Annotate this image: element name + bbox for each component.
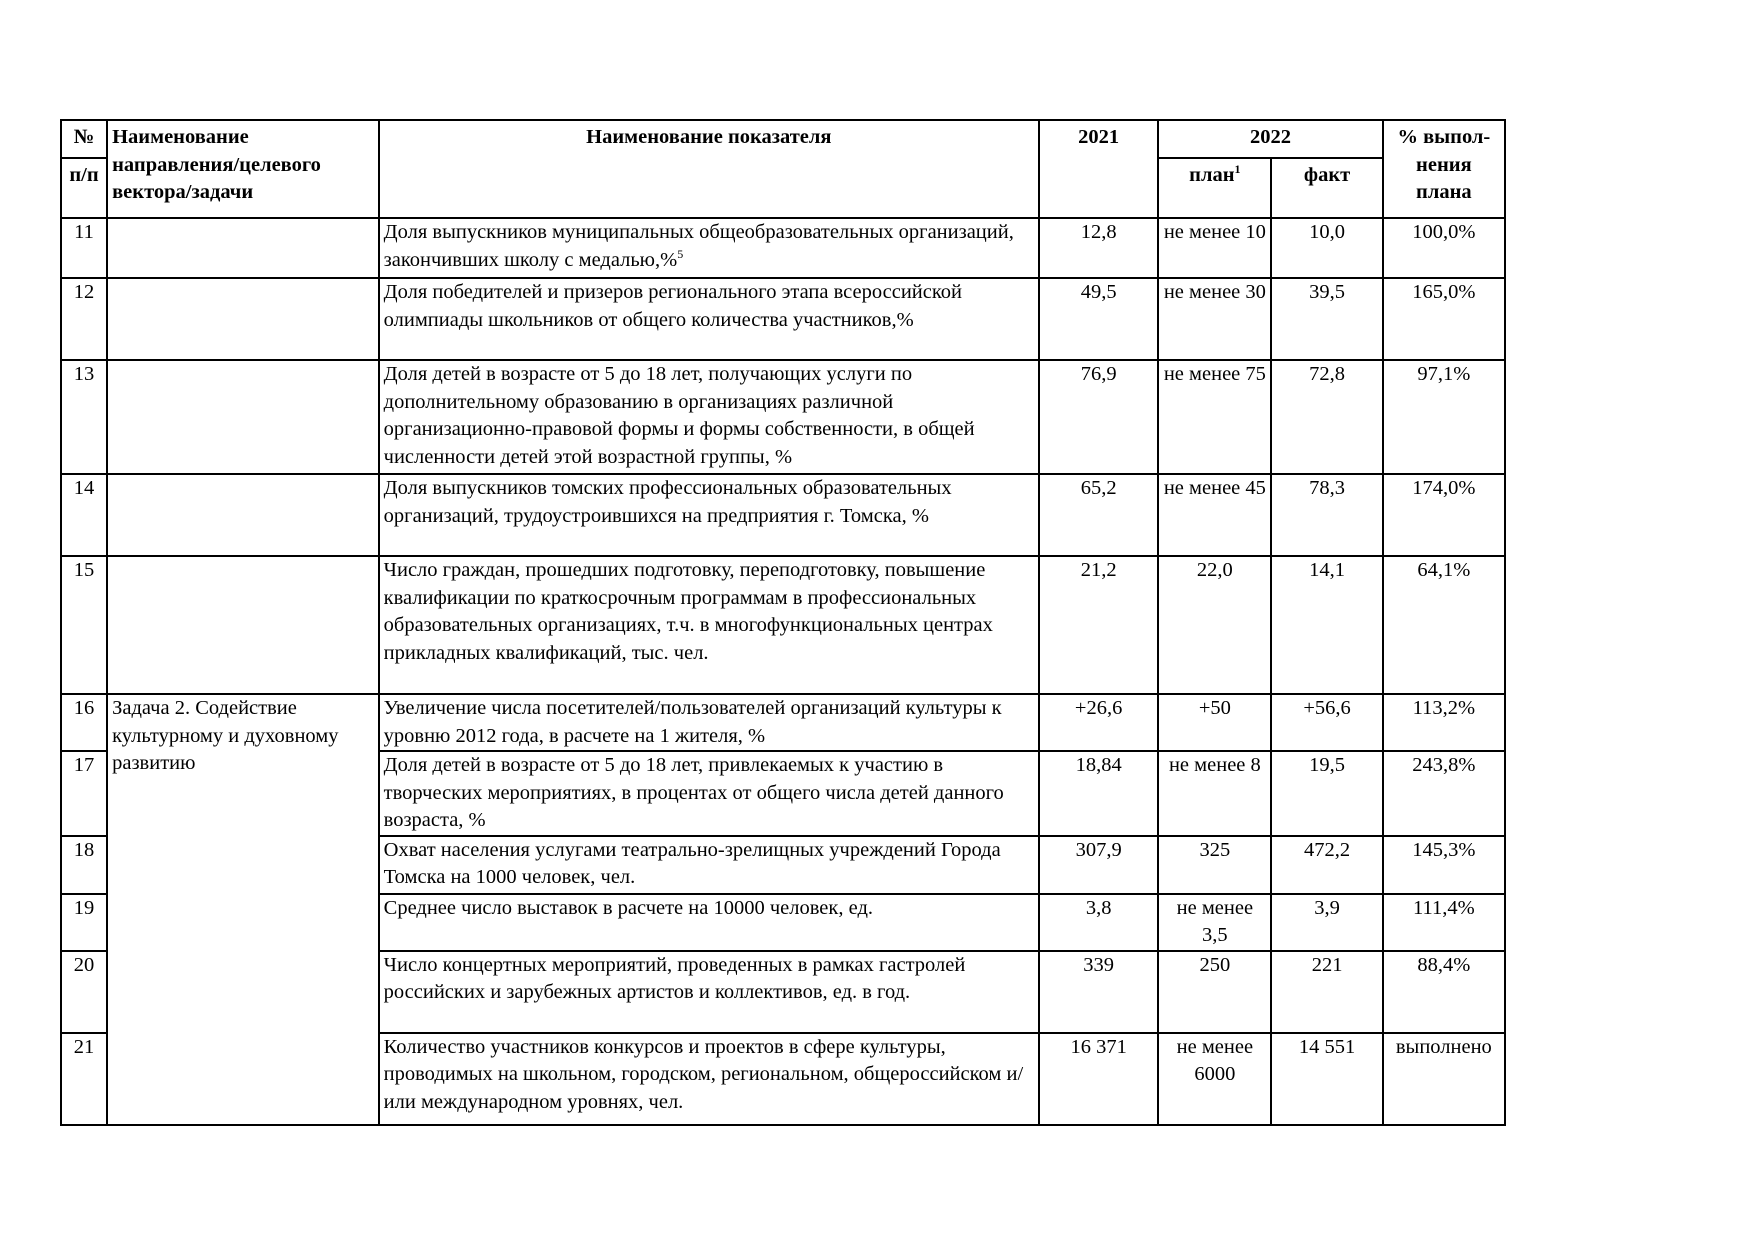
- indicator-footnote: 5: [677, 246, 684, 261]
- value-2021: 16 371: [1039, 1033, 1158, 1125]
- row-number: 17: [61, 751, 107, 836]
- value-plan: не менее 3,5: [1158, 894, 1271, 951]
- value-percent: 145,3%: [1383, 836, 1505, 894]
- direction-cell: [107, 360, 379, 474]
- row-number: 15: [61, 556, 107, 694]
- value-fact: 19,5: [1271, 751, 1382, 836]
- value-2021: +26,6: [1039, 694, 1158, 751]
- header-plan-label: план: [1189, 164, 1235, 186]
- direction-cell: [107, 556, 379, 694]
- value-fact: 14 551: [1271, 1033, 1382, 1125]
- row-number: 21: [61, 1033, 107, 1125]
- value-fact: 3,9: [1271, 894, 1382, 951]
- value-percent: 100,0%: [1383, 218, 1505, 278]
- value-percent: 88,4%: [1383, 951, 1505, 1033]
- header-no-line1: №: [61, 120, 107, 158]
- table-row: [61, 556, 1505, 694]
- value-fact: +56,6: [1271, 694, 1382, 751]
- row-number: 11: [61, 218, 107, 278]
- indicators-table: [60, 119, 1506, 1126]
- value-percent: 97,1%: [1383, 360, 1505, 474]
- row-number: 19: [61, 894, 107, 951]
- row-number: 16: [61, 694, 107, 751]
- value-percent: выполнено: [1383, 1033, 1505, 1125]
- value-plan: не менее 8: [1158, 751, 1271, 836]
- table-row: [61, 694, 1505, 751]
- value-2021: 49,5: [1039, 278, 1158, 360]
- header-no-line2: п/п: [61, 158, 107, 218]
- value-2021: 18,84: [1039, 751, 1158, 836]
- row-number: 20: [61, 951, 107, 1033]
- value-2021: 76,9: [1039, 360, 1158, 474]
- direction-cell: [107, 218, 379, 278]
- indicator-text: Среднее число выставок в расчете на 10000 человек, ед.: [379, 894, 1039, 951]
- row-number: 12: [61, 278, 107, 360]
- value-fact: 10,0: [1271, 218, 1382, 278]
- indicator-text: Доля детей в возрасте от 5 до 18 лет, привлекаемых к участию в творческих мероприятиях, в процентах от общего числа детей данного возраста, %: [379, 751, 1039, 836]
- row-number: 13: [61, 360, 107, 474]
- value-percent: 64,1%: [1383, 556, 1505, 694]
- indicator-text: Число граждан, прошедших подготовку, переподготовку, повышение квалификации по краткосрочным программам в профессиональных образовательных организациях, т.ч. в многофункциональных центрах прикладных квалификаций, тыс. чел.: [379, 556, 1039, 694]
- row-number: 18: [61, 836, 107, 894]
- value-plan: 325: [1158, 836, 1271, 894]
- indicator-text: Доля детей в возрасте от 5 до 18 лет, получающих услуги по дополнительному образованию в организациях различной организационно-правовой формы и формы собственности, в общей численности детей этой возрастной группы, %: [379, 360, 1039, 474]
- indicator-text: Увеличение числа посетителей/пользователей организаций культуры к уровню 2012 года, в расчете на 1 жителя, %: [379, 694, 1039, 751]
- value-plan: 22,0: [1158, 556, 1271, 694]
- header-percent: % выпол-нения плана: [1383, 120, 1505, 218]
- value-2021: 12,8: [1039, 218, 1158, 278]
- value-fact: 72,8: [1271, 360, 1382, 474]
- header-fact: факт: [1271, 158, 1382, 218]
- value-percent: 174,0%: [1383, 474, 1505, 556]
- header-2021: 2021: [1039, 120, 1158, 218]
- direction-task2: Задача 2. Содействие культурному и духовному развитию: [107, 694, 379, 1125]
- value-2021: 339: [1039, 951, 1158, 1033]
- row-number: 14: [61, 474, 107, 556]
- direction-cell: [107, 474, 379, 556]
- indicator-text: Доля победителей и призеров регионального этапа всероссийской олимпиады школьников от общего количества участников,%: [379, 278, 1039, 360]
- table-row: [61, 474, 1505, 556]
- table-row: [61, 218, 1505, 278]
- value-fact: 14,1: [1271, 556, 1382, 694]
- value-percent: 113,2%: [1383, 694, 1505, 751]
- value-2021: 65,2: [1039, 474, 1158, 556]
- indicator-text: Количество участников конкурсов и проектов в сфере культуры, проводимых на школьном, городском, региональном, общероссийском и/или международном уровнях, чел.: [379, 1033, 1039, 1125]
- header-indicator: Наименование показателя: [379, 120, 1039, 218]
- indicator-text: Охват населения услугами театрально-зрелищных учреждений Города Томска на 1000 человек, чел.: [379, 836, 1039, 894]
- value-fact: 221: [1271, 951, 1382, 1033]
- indicator-text: Доля выпускников муниципальных общеобразовательных организаций, закончивших школу с медалью,%: [383, 221, 1014, 271]
- value-fact: 78,3: [1271, 474, 1382, 556]
- value-percent: 165,0%: [1383, 278, 1505, 360]
- value-plan: не менее 45: [1158, 474, 1271, 556]
- indicator-text: Число концертных мероприятий, проведенных в рамках гастролей российских и зарубежных артистов и коллективов, ед. в год.: [379, 951, 1039, 1033]
- header-direction: Наименование направления/целевого вектора/задачи: [107, 120, 379, 218]
- value-plan: не менее 30: [1158, 278, 1271, 360]
- value-fact: 39,5: [1271, 278, 1382, 360]
- header-plan-footnote: 1: [1234, 162, 1241, 177]
- value-2021: 21,2: [1039, 556, 1158, 694]
- direction-cell: [107, 278, 379, 360]
- header-2022: 2022: [1158, 120, 1382, 158]
- value-2021: 3,8: [1039, 894, 1158, 951]
- indicator-text: Доля выпускников томских профессиональных образовательных организаций, трудоустроившихся на предприятия г. Томска, %: [379, 474, 1039, 556]
- value-plan: не менее 10: [1158, 218, 1271, 278]
- header-plan: [1158, 158, 1271, 218]
- value-plan: 250: [1158, 951, 1271, 1033]
- value-percent: 243,8%: [1383, 751, 1505, 836]
- value-plan: не менее 75: [1158, 360, 1271, 474]
- value-plan: не менее 6000: [1158, 1033, 1271, 1125]
- table-row: [61, 360, 1505, 474]
- indicator-cell: [379, 218, 1039, 278]
- table-row: [61, 278, 1505, 360]
- value-2021: 307,9: [1039, 836, 1158, 894]
- value-percent: 111,4%: [1383, 894, 1505, 951]
- value-fact: 472,2: [1271, 836, 1382, 894]
- value-plan: +50: [1158, 694, 1271, 751]
